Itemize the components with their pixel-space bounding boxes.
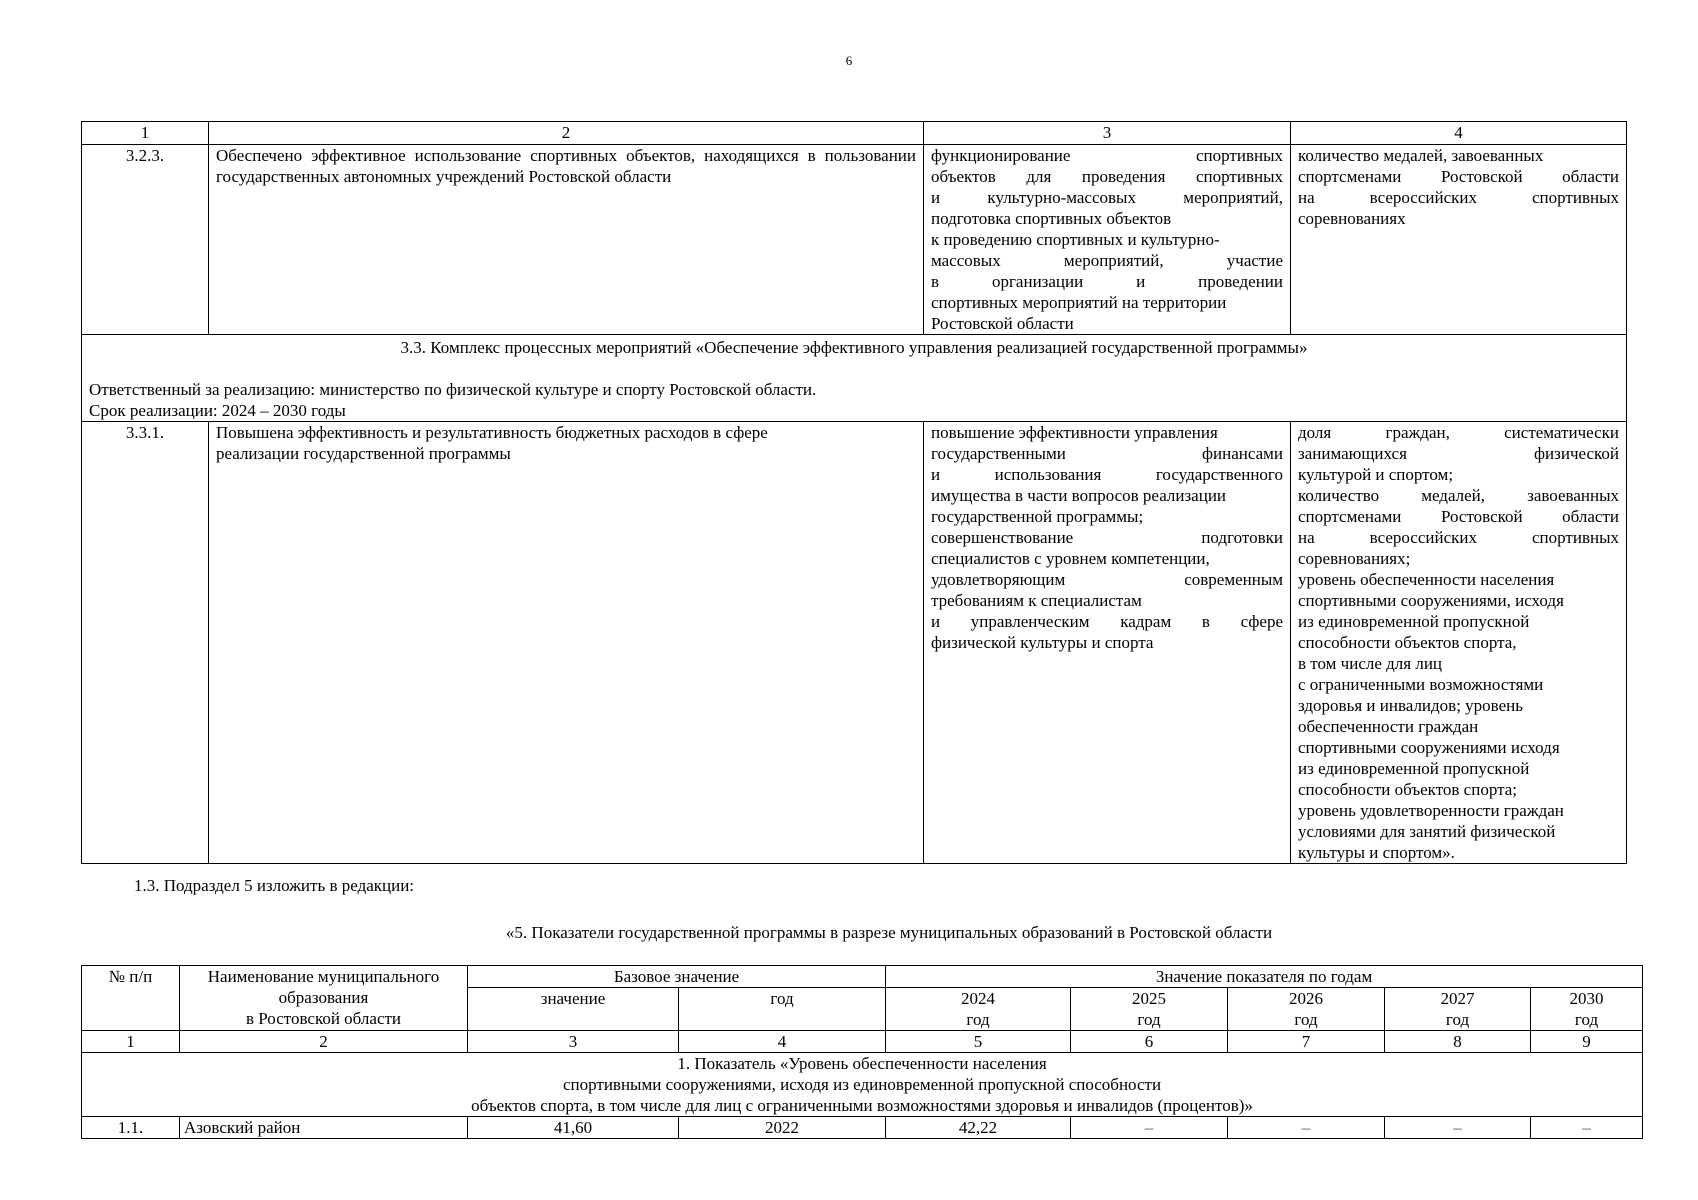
header-num: № п/п — [82, 966, 180, 1031]
base-value: 41,60 — [468, 1117, 679, 1139]
indicators-cell: доля граждан, систематически занимающихся физической культурой и спортом; количество медалей, завоеванных спортсменами Ростовской области на всероссийских спортивных соревнованиях; уровень обеспеченности населения спортивными сооружениями, исходя из единовременной пропускной способности объектов спорта, в том числе для лиц с ограниченными возможностями здоровья и инвалидов; уровень обеспеченности граждан спортивными сооружениями исходя из единовременной пропускной способности объектов спорта; уровень удовлетворенности граждан условиями для занятий физической культуры и спортом». — [1291, 422, 1627, 864]
header-year-2024: 2024 год — [886, 988, 1071, 1031]
table-header-row — [82, 966, 1643, 988]
column-number: 8 — [1385, 1031, 1531, 1053]
column-number: 9 — [1531, 1031, 1643, 1053]
table-row — [82, 422, 1627, 864]
complex-term: Срок реализации: 2024 – 2030 годы — [89, 401, 346, 420]
row-number: 1.1. — [82, 1117, 180, 1139]
task-cell: Повышена эффективность и результативность бюджетных расходов в сфере реализации государственной программы — [209, 422, 924, 864]
indicators-cell: количество медалей, завоеванных спортсменами Ростовской области на всероссийских спортивных соревнованиях — [1291, 145, 1627, 335]
municipality-name: Азовский район — [180, 1117, 468, 1139]
activities-table — [81, 121, 1627, 864]
column-number: 6 — [1071, 1031, 1228, 1053]
complex-title: 3.3. Комплекс процессных мероприятий «Обеспечение эффективного управления реализацией государственной программы» — [400, 338, 1308, 357]
header-year: год — [679, 988, 886, 1031]
description-cell: повышение эффективности управления государственными финансами и использования государственного имущества в части вопросов реализации государственной программы; совершенствование подготовки специалистов с уровнем компетенции, удовлетворяющим современным требованиям к специалистам и управленческим кадрам в сфере физической культуры и спорта — [924, 422, 1291, 864]
table-row — [82, 1117, 1643, 1139]
page-number: 6 — [845, 53, 853, 68]
header-year-2027: 2027 год — [1385, 988, 1531, 1031]
indicators-table — [81, 965, 1643, 1139]
base-year: 2022 — [679, 1117, 886, 1139]
header-cell: 2 — [209, 122, 924, 145]
value-2030: – — [1531, 1117, 1643, 1139]
header-base: Базовое значение — [468, 966, 886, 988]
paragraph-text: 1.3. Подраздел 5 изложить в редакции: — [134, 876, 415, 895]
header-cell: 1 — [82, 122, 209, 145]
complex-responsible: Ответственный за реализацию: министерство по физической культуре и спорту Ростовской области. — [89, 380, 817, 399]
header-cell: 4 — [1291, 122, 1627, 145]
value-2024: 42,22 — [886, 1117, 1071, 1139]
row-number: 3.3.1. — [82, 422, 209, 864]
header-cell: 3 — [924, 122, 1291, 145]
header-name: Наименование муниципального образования в Ростовской области — [180, 966, 468, 1031]
column-number: 5 — [886, 1031, 1071, 1053]
description-cell: функционирование спортивных объектов для проведения спортивных и культурно-массовых мероприятий, подготовка спортивных объектов к проведению спортивных и культурно- массовых мероприятий, участие в организации и проведении спортивных мероприятий на территории Ростовской области — [924, 145, 1291, 335]
header-year-2025: 2025 год — [1071, 988, 1228, 1031]
complex-row — [82, 335, 1627, 422]
column-number: 1 — [82, 1031, 180, 1053]
column-numbers-row — [82, 1031, 1643, 1053]
column-number: 4 — [679, 1031, 886, 1053]
table-row — [82, 145, 1627, 335]
value-2026: – — [1228, 1117, 1385, 1139]
table-header-row — [82, 122, 1627, 145]
header-year-2026: 2026 год — [1228, 988, 1385, 1031]
section-heading: «5. Показатели государственной программы в разрезе муниципальных образований в Ростовской области — [505, 923, 1273, 942]
column-number: 2 — [180, 1031, 468, 1053]
column-number: 3 — [468, 1031, 679, 1053]
indicator-title: 1. Показатель «Уровень обеспеченности населения спортивными сооружениями, исходя из единовременной пропускной способности объектов спорта, в том числе для лиц с ограниченными возможностями здоровья и инвалидов (процентов)» — [82, 1053, 1643, 1117]
header-value: значение — [468, 988, 679, 1031]
row-number: 3.2.3. — [82, 145, 209, 335]
value-2027: – — [1385, 1117, 1531, 1139]
header-years: Значение показателя по годам — [886, 966, 1643, 988]
header-year-2030: 2030 год — [1531, 988, 1643, 1031]
complex-section — [82, 335, 1627, 422]
task-cell: Обеспечено эффективное использование спортивных объектов, находящихся в пользовании государственных автономных учреждений Ростовской области — [209, 145, 924, 335]
indicator-title-row — [82, 1053, 1643, 1117]
column-number: 7 — [1228, 1031, 1385, 1053]
value-2025: – — [1071, 1117, 1228, 1139]
